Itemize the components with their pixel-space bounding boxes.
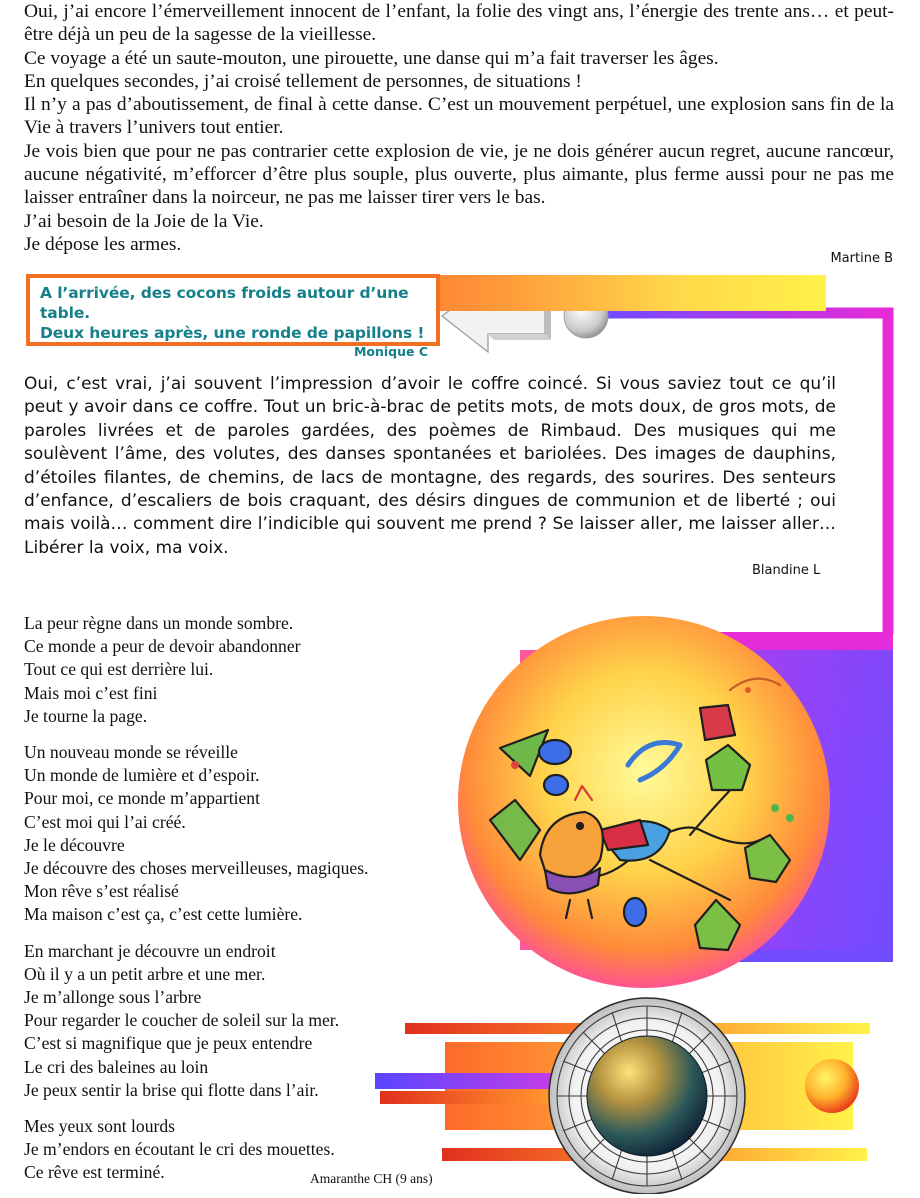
poem-line: Mais moi c’est fini — [24, 682, 158, 703]
author-amaranthe: Amaranthe CH (9 ans) — [310, 1171, 433, 1186]
paragraph: Ce voyage a été un saute-mouton, une pirouette, une danse qui m’a fait traverser les âges. — [24, 47, 719, 69]
poem-line: Le cri des baleines au loin — [24, 1056, 209, 1077]
poem-line: C’est si magnifique que je peux entendre — [24, 1033, 313, 1054]
poem-line: Où il y a un petit arbre et une mer. — [24, 963, 266, 984]
small-sun-ball — [805, 1059, 859, 1113]
paragraph: Oui, j’ai encore l’émerveillement innocent de l’enfant, la folie des vingt ans, l’énergie des trente ans… et peut-être déjà un peu de la sagesse de la vieillesse. — [24, 1, 894, 46]
poem-line: Un nouveau monde se réveille — [24, 742, 238, 763]
paragraph: Il n’y a pas d’aboutissement, de final à cette danse. C’est un mouvement perpétuel, une explosion sans fin de la Vie à travers l’univers tout entier. — [24, 94, 894, 139]
quote-author: Monique C — [353, 344, 428, 359]
poem-line: Ce monde a peur de devoir abandonner — [24, 636, 301, 657]
poem-line: Je m’allonge sous l’arbre — [24, 987, 202, 1008]
poem-line: Je m’endors en écoutant le cri des mouettes. — [24, 1139, 335, 1160]
paragraph: En quelques secondes, j’ai croisé tellement de personnes, de situations ! — [24, 70, 582, 92]
quote-line-1: A l’arrivée, des cocons froids autour d’une table. — [40, 284, 409, 322]
poem-line: Je découvre des choses merveilleuses, magiques. — [24, 858, 369, 879]
poem-line: La peur règne dans un monde sombre. — [24, 613, 294, 633]
poem-line: Mon rêve s’est réalisé — [24, 881, 179, 902]
poem-line: Je peux sentir la brise qui flotte dans l’air. — [24, 1079, 319, 1100]
poem-line: Pour regarder le coucher de soleil sur la mer. — [24, 1010, 340, 1031]
poem-line: Un monde de lumière et d’espoir. — [24, 765, 260, 786]
poem-line: Ma maison c’est ça, c’est cette lumière. — [24, 904, 303, 925]
poem-stanza — [24, 940, 454, 1102]
quote-line-2: Deux heures après, une ronde de papillons ! — [40, 324, 425, 342]
poem-stanza — [24, 741, 454, 927]
top-prose-section — [24, 0, 894, 256]
poem-line: C’est moi qui l’ai créé. — [24, 811, 186, 832]
poem-line: Ce rêve est terminé. — [24, 1162, 165, 1183]
poem-line: Mes yeux sont lourds — [24, 1116, 176, 1137]
quote-box — [26, 274, 440, 359]
paragraph: J’ai besoin de la Joie de la Vie. — [24, 210, 264, 232]
author-blandine: Blandine L — [752, 563, 821, 578]
poem-line: En marchant je découvre un endroit — [24, 940, 276, 961]
poem-line: Tout ce qui est derrière lui. — [24, 659, 214, 680]
paragraph: Je dépose les armes. — [24, 233, 182, 255]
poem-line: Je tourne la page. — [24, 705, 148, 726]
poem-stanza — [24, 612, 454, 728]
dark-orb — [587, 1036, 707, 1156]
poem-line: Je le découvre — [24, 834, 125, 855]
poem — [24, 612, 454, 1198]
paragraph: Je vois bien que pour ne pas contrarier cette explosion de vie, je ne dois générer aucun regret, aucune rancœur, aucune négativité, m’efforcer d’être plus souple, plus ouverte, plus aimante, plus ferme aussi pour ne pas me laisser entraîner dans la noirceur, ne pas me laisser tirer vers le bas. — [24, 140, 894, 209]
author-martine: Martine B — [830, 251, 893, 266]
middle-prose: Oui, c’est vrai, j’ai souvent l’impression d’avoir le coffre coincé. Si vous saviez tout ce qu’il peut y avoir dans ce coffre. Tout un bric-à-brac de petits mots, de mots doux, de gros mots, de paroles livrées et de paroles gardées, des poèmes de Rimbaud. Des musiques qui me soulèvent l’âme, des volutes, des danses spontanées et bariolées. Des images de dauphins, d’étoiles filantes, de chemins, de lacs de montagne, des regards, des sourires. Des senteurs d’enfance, d’escaliers de bois craquant, des désirs dingues de communion et de liberté ; oui mais voilà… comment dire l’indicible qui souvent me prend ? Se laisser aller, me laisser aller… Libérer la voix, ma voix. — [24, 374, 836, 558]
poem-line: Pour moi, ce monde m’appartient — [24, 788, 260, 809]
